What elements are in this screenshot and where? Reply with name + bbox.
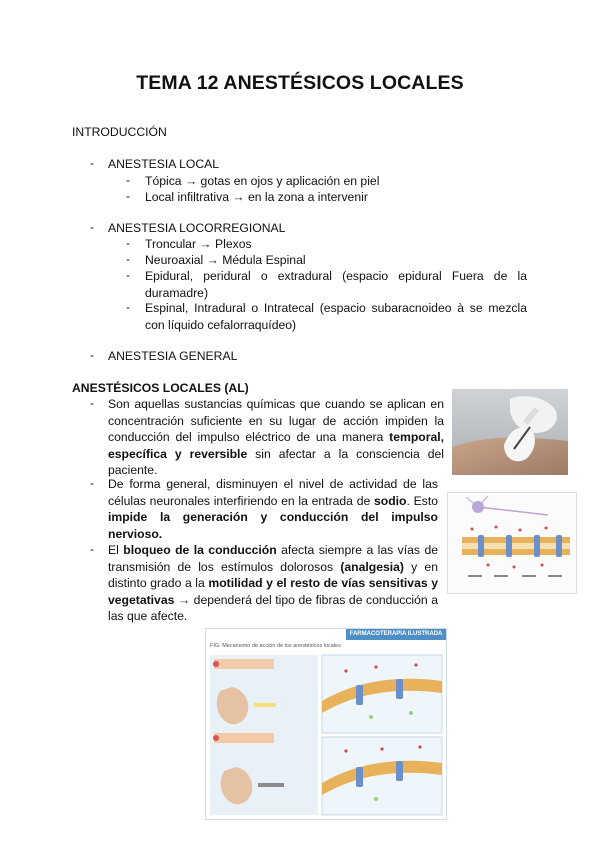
bullet-dash: - xyxy=(126,252,131,266)
paragraph-al-definition: Son aquellas sustancias químicas que cuando se aplican en concentración suficiente en su lugar de acción impiden la conducción del impulso eléctrico de una manera temporal, específica y reversible sin afectar a la consciencia del paciente. xyxy=(108,397,444,477)
list-item: Local infiltrativa → en la zona a intervenir xyxy=(145,190,368,204)
bullet-dash: - xyxy=(90,156,95,170)
paragraph-al-mechanism: De forma general, disminuyen el nivel de actividad de las células neuronales interfiriendo en la entrada de sodio. Esto impide la generación y conducción del impulso nervioso. xyxy=(108,477,438,541)
figure-banner: FARMACOTERAPIA ILUSTRADA xyxy=(346,629,446,640)
list-item: Tópica → gotas en ojos y aplicación en piel xyxy=(145,174,380,188)
bullet-dash: - xyxy=(126,236,131,250)
bullet-dash: - xyxy=(90,220,95,234)
bullet-dash: - xyxy=(90,476,95,490)
neuron-sodium-channel-diagram xyxy=(447,492,577,594)
intro-heading: INTRODUCCIÓN xyxy=(72,125,167,139)
bullet-dash: - xyxy=(90,348,95,362)
list-item: Espinal, Intradural o Intratecal (espacio subaracnoideo à se mezcla con líquido cefalorraquídeo) xyxy=(145,301,527,332)
section-heading-al: ANESTÉSICOS LOCALES (AL) xyxy=(72,381,249,395)
mechanism-of-action-figure xyxy=(205,628,447,820)
anestesia-general-label: ANESTESIA GENERAL xyxy=(108,349,238,363)
page-title: TEMA 12 ANESTÉSICOS LOCALES xyxy=(136,72,464,94)
bullet-dash: - xyxy=(90,396,95,410)
bullet-dash: - xyxy=(126,268,131,282)
bullet-dash: - xyxy=(126,189,131,203)
paragraph-al-conduction-block: El bloqueo de la conducción afecta siempre a las vías de transmisión de los estímulos dolorosos (analgesia) y en distinto grado a la motilidad y el resto de vías sensitivas y vegetativas → dependerá del tipo de fibras de conducción a las que afecte. xyxy=(108,543,438,623)
list-item: Epidural, peridural o extradural (espacio epidural Fuera de la duramadre) xyxy=(145,269,527,300)
anestesia-local-label: ANESTESIA LOCAL xyxy=(108,157,220,171)
figure-caption: FIG. Mecanismo de acción de los anestésicos locales xyxy=(210,643,341,649)
anestesia-locorregional-label: ANESTESIA LOCORREGIONAL xyxy=(108,221,286,235)
list-item: Neuroaxial → Médula Espinal xyxy=(145,253,306,267)
bullet-dash: - xyxy=(126,300,131,314)
injection-photo xyxy=(452,389,568,475)
list-item: Troncular → Plexos xyxy=(145,237,252,251)
bullet-dash: - xyxy=(126,173,131,187)
bullet-dash: - xyxy=(90,542,95,556)
